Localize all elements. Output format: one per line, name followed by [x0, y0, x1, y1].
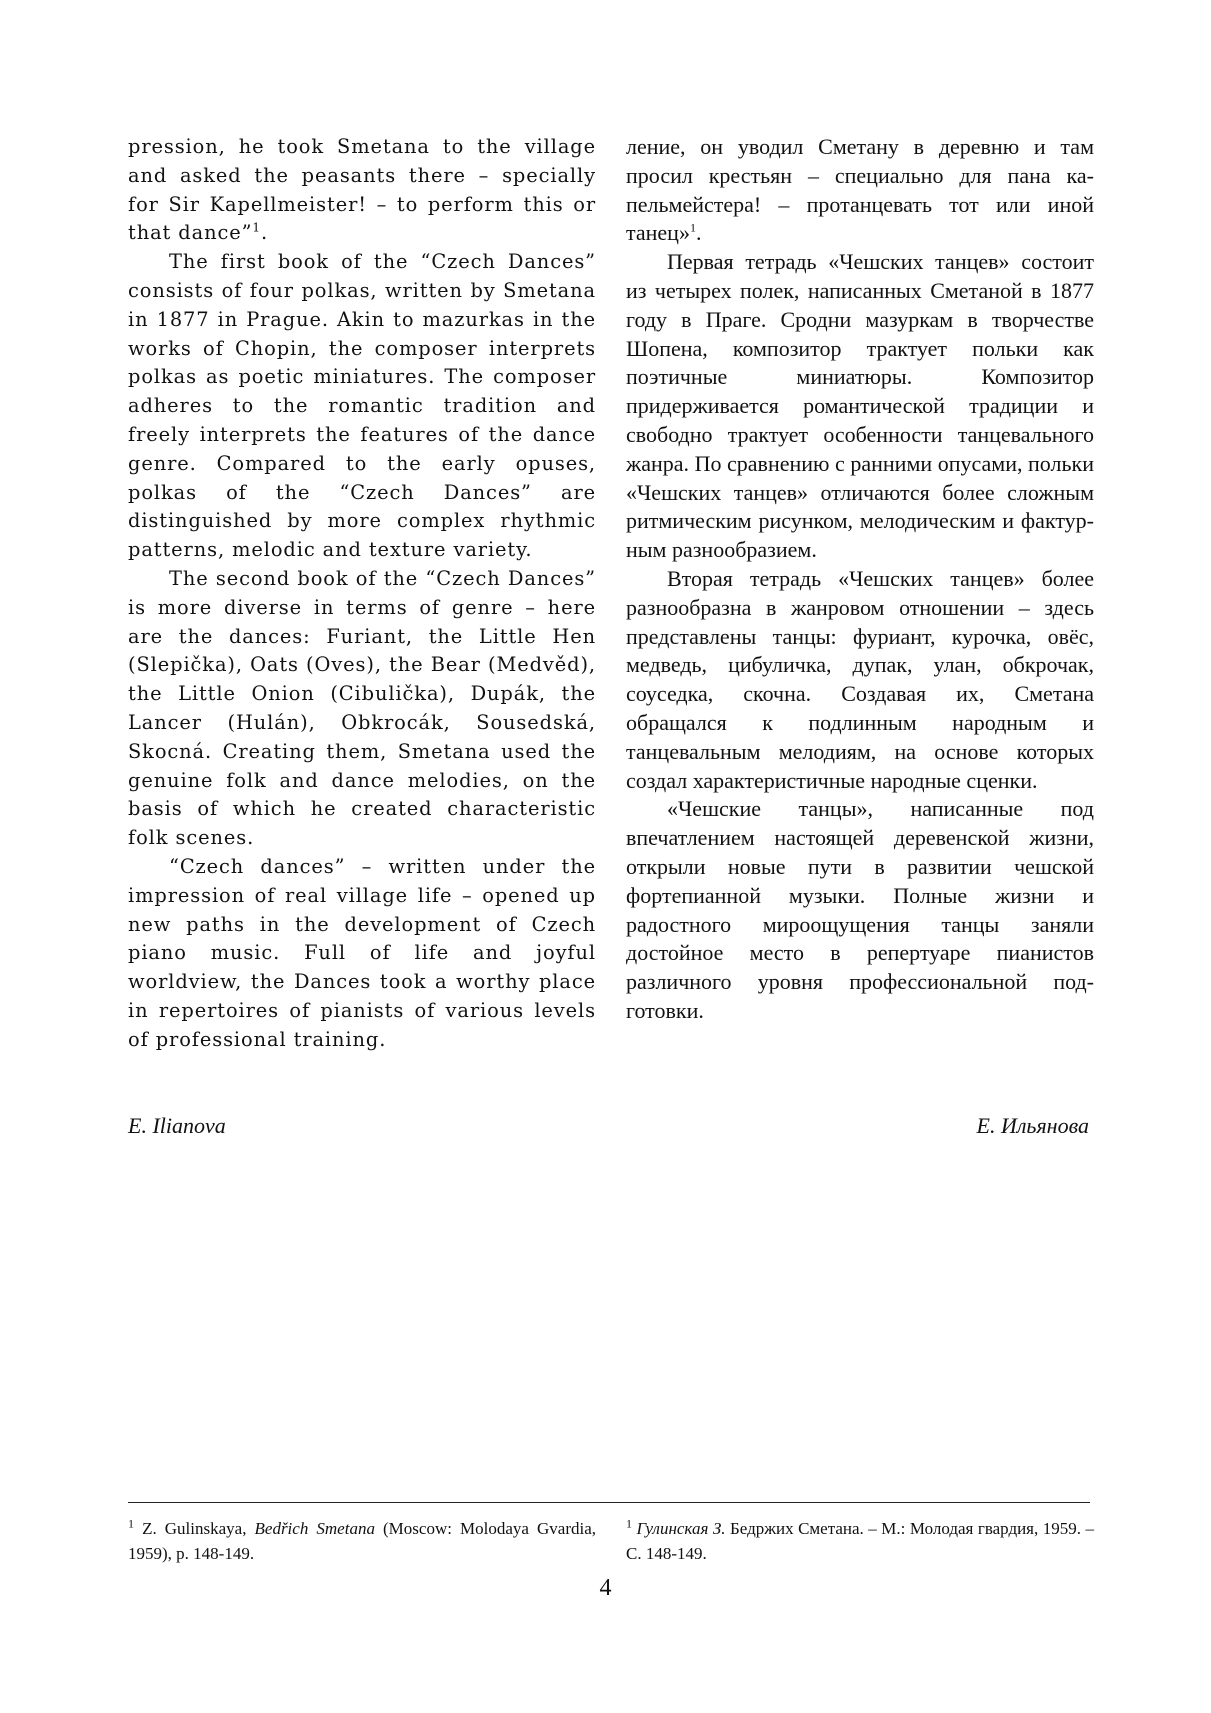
russian-column [626, 133, 1094, 1026]
ru-paragraph-1-text: ление, он уводил Сметану в деревню и там просил крестьян – специально для пана капельмейстера! – протанцевать тот или иной танец» [626, 134, 1094, 246]
ru-footnote-ref[interactable]: 1 [689, 221, 696, 236]
en-paragraph-1: pression, he took Smetana to the village and asked the peasants there – specially for Sir Kapellmeister! – to perform this or that dance”$^1$. [128, 135, 596, 245]
en-footnote-ref[interactable]: 1 [252, 220, 261, 235]
en-footnote-after: (Moscow: Molodaya Gvardia, 1959), p. 148-149. [128, 1519, 596, 1563]
en-footnote-number: 1 [128, 1516, 134, 1531]
ru-footnote [626, 1516, 1094, 1566]
en-paragraph-2: The first book of the “Czech Dances” consists of four polkas, written by Smetana in 1877 in Prague. Akin to mazurkas in the works of Chopin, the composer interprets polkas as poetic miniatures. The composer adheres to the romantic tradition and freely interprets the features of the dance genre. Compared to the early opuses, polkas of the “Czech Dances” are distinguished by more complex rhythmic patterns, melodic and texture variety. [128, 250, 596, 562]
en-footnote-before: Z. Gulinskaya, [142, 1519, 247, 1538]
ru-footnote-author: Гулинская З. [636, 1519, 726, 1538]
ru-paragraph-1: ление, он уводил Сметану в деревню и там просил крестьян – специально для пана капельмейстера! – протанцевать тот или иной танец»$^1$. [626, 134, 1094, 246]
en-paragraph-4: “Czech dances” – written under the impression of real village life – opened up new paths in the development of Czech piano music. Full of life and joyful worldview, the Dances took a worthy place in repertoires of pianists of various levels of professional training. [128, 854, 596, 1051]
en-footnote-title: Bedřich Smetana [254, 1519, 375, 1538]
footnote-divider [128, 1502, 1090, 1503]
english-column [128, 133, 596, 1055]
en-footnote [128, 1516, 596, 1566]
ru-footnote-number: 1 [626, 1516, 632, 1531]
en-paragraph-1-text: pression, he took Smetana to the village and asked the peasants there – specially for Sir Kapellmeister! – to perform this or that dance” [128, 135, 596, 245]
page-number: 4 [599, 1575, 612, 1601]
ru-paragraph-3: Вторая тетрадь «Чешских танцев» более разнообразна в жанровом отношении – здесь представлены танцы: фуриант, курочка, овёс, медведь, цибуличка, дупак, улан, обкрочак, соуседка, скочна. Создавая их, Сметана обращался к подлинным народным и танцевальным мелодиям, на основе которых создал характеристичные народные сценки. [626, 565, 1094, 793]
ru-paragraph-2: Первая тетрадь «Чешских танцев» состоит из четырех полек, написанных Сметаной в 1877 году в Праге. Сродни мазуркам в творчестве Шопена, композитор трактует польки как поэтичные миниатюры. Композитор придерживается романтической традиции и свободно трактует особенности танцевального жанра. По сравнению с ранними опусами, польки «Чешских танцев» отличаются более сложным ритмическим рисунком, мелодическим и фактурным разнообразием. [626, 249, 1094, 563]
ru-footnote-rest: Бедржих Сметана. – М.: Молодая гвардия, 1959. – С. 148-149. [626, 1519, 1094, 1563]
ru-author-signature: Е. Ильянова [976, 1113, 1089, 1138]
en-author-signature: E. Ilianova [128, 1113, 226, 1138]
en-paragraph-3: The second book of the “Czech Dances” is more diverse in terms of genre – here are the dances: Furiant, the Little Hen (Slepička), Oats (Oves), the Bear (Medvěd), the Little Onion (Cibulička), Dupák, the Lancer (Hulán), Obkrocák, Sousedská, Skocná. Creating them, Smetana used the genuine folk and dance melodies, on the basis of which he created characteristic folk scenes. [128, 566, 596, 850]
ru-paragraph-4: «Чешские танцы», написанные под впечатлением настоящей деревенской жизни, открыли новые пути в развитии чешской фортепианной музыки. Полные жизни и радостного мироощущения танцы заняли достойное место в репертуаре пианистов различного уровня профессиональной подготовки. [626, 796, 1094, 1023]
